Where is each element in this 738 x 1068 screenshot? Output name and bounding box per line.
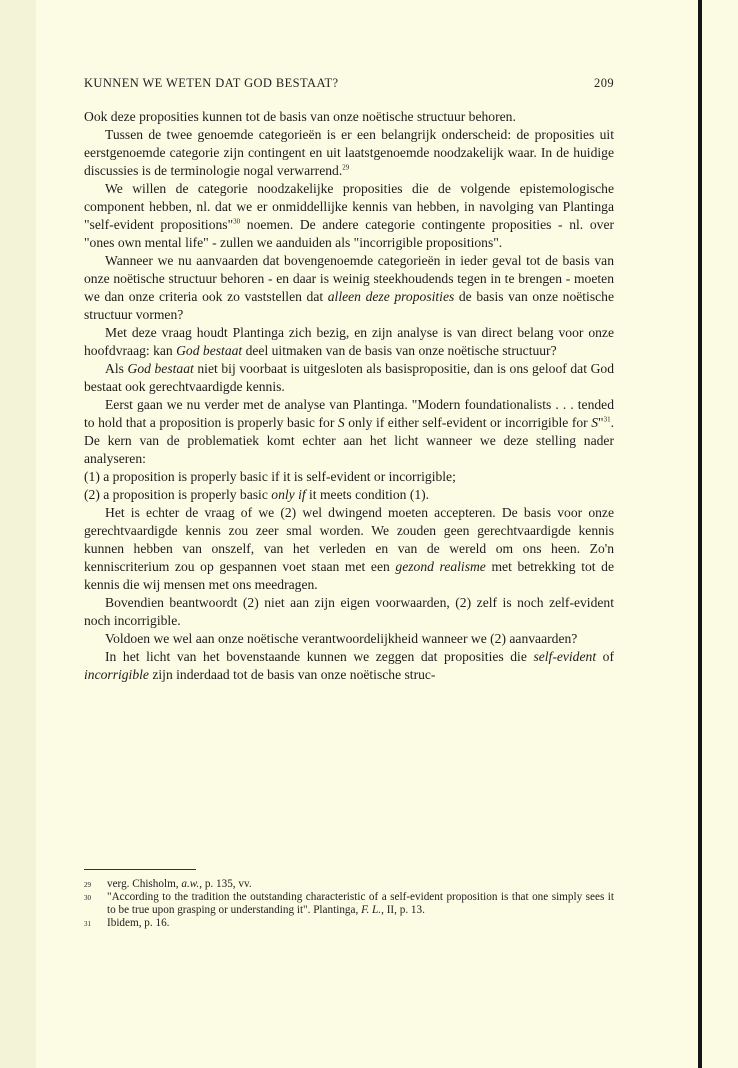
paragraph: In het licht van het bovenstaande kunnen we zeggen dat proposities die self-evident of incorrigible zijn inderdaad tot de basis van onze noëtische struc- bbox=[84, 649, 614, 682]
list-item: (1) a proposition is properly basic if it is self-evident or incorrigible; bbox=[84, 469, 456, 484]
emphasis: a.w. bbox=[181, 878, 200, 890]
paragraph: Ook deze proposities kunnen tot de basis van onze noëtische structuur behoren. bbox=[84, 109, 516, 124]
footnote-31: 31 Ibidem, p. 16. bbox=[84, 917, 170, 929]
emphasis: only if bbox=[271, 487, 306, 502]
footnote-ref: 31 bbox=[603, 415, 611, 424]
paragraph: We willen de categorie noodzakelijke proposities die de volgende epistemologische component hebben, nl. dat we er onmiddellijke kennis van hebben, in navolging van Plantinga "self-evident propositions"$^{30}$ noemen. De andere categorie contingente proposities - nl. over "ones own mental life" - zullen we aanduiden als "incorrigible propositions". bbox=[84, 181, 614, 250]
paragraph: Voldoen we wel aan onze noëtische verantwoordelijkheid wanneer we (2) aanvaarden? bbox=[105, 631, 578, 646]
page-binding-edge bbox=[698, 0, 702, 1068]
footnote-ref: 29 bbox=[342, 163, 350, 172]
emphasis: self-evident bbox=[533, 649, 597, 664]
body-text bbox=[84, 108, 614, 684]
running-title: KUNNEN WE WETEN DAT GOD BESTAAT? bbox=[84, 76, 339, 90]
paragraph: Met deze vraag houdt Plantinga zich bezig, en zijn analyse is van direct belang voor onze hoofdvraag: kan God bestaat deel uitmaken van de basis van onze noëtische structuur? bbox=[84, 325, 614, 358]
paragraph: Het is echter de vraag of we (2) wel dwingend moeten accepteren. De basis voor onze gerechtvaardigde kennis zou zeer smal worden. We zouden geen gerechtvaardigde kennis kunnen hebben van onszelf, van het verleden en van de wereld om ons heen. Zo'n kenniscriterium zou op gespannen voet staan met een gezond realisme met betrekking tot de kennis die wij mensen met ons meedragen. bbox=[84, 505, 614, 592]
running-header bbox=[84, 76, 614, 91]
emphasis: F. L. bbox=[361, 904, 382, 916]
emphasis: S bbox=[591, 415, 599, 430]
emphasis: incorrigible bbox=[84, 667, 149, 682]
paragraph: Tussen de twee genoemde categorieën is er een belangrijk onderscheid: de proposities uit eerstgenoemde categorie zijn contingent en uit laatstgenoemde noodzakelijk waar. In de huidige discussies is de terminologie nogal verwarrend.$^{29}$ bbox=[84, 127, 614, 178]
footnote-30: 30 "According to the tradition the outstanding characteristic of a self-evident proposition is that one simply sees it to be true upon grasping or understanding it". Plantinga, F. L., II, p. 13. bbox=[84, 891, 614, 916]
footnotes bbox=[84, 878, 614, 930]
footnote-29: 29 verg. Chisholm, a.w., p. 135, vv. bbox=[84, 878, 252, 890]
footnote-ref: 30 bbox=[233, 217, 241, 226]
emphasis: gezond realisme bbox=[395, 559, 486, 574]
footnote-rule bbox=[84, 869, 196, 870]
emphasis: S bbox=[337, 415, 345, 430]
paragraph: Bovendien beantwoordt (2) niet aan zijn eigen voorwaarden, (2) zelf is noch zelf-evident noch incorrigible. bbox=[84, 595, 614, 628]
paragraph: Wanneer we nu aanvaarden dat bovengenoemde categorieën in ieder geval tot de basis van onze noëtische structuur behoren - en daar is weinig steekhoudends tegen in te brengen - moeten we dan onze criteria ook zo vaststellen dat alleen deze proposities de basis van onze noëtische structuur vormen? bbox=[84, 253, 614, 322]
emphasis: God bestaat bbox=[127, 361, 194, 376]
footnote-number: 29 bbox=[84, 881, 91, 889]
paragraph: Als God bestaat niet bij voorbaat is uitgesloten als basispropositie, dan is ons geloof dat God bestaat ook gerechtvaardigde kennis. bbox=[84, 361, 614, 394]
page-number: 209 bbox=[594, 76, 614, 90]
list-item: (2) a proposition is properly basic only if it meets condition (1). bbox=[84, 487, 430, 502]
emphasis: God bestaat bbox=[176, 343, 243, 358]
footnote-number: 31 bbox=[84, 920, 91, 928]
emphasis: alleen deze proposities bbox=[327, 289, 455, 304]
footnote-number: 30 bbox=[84, 894, 91, 902]
page-margin-left bbox=[0, 0, 36, 1068]
paragraph: Eerst gaan we nu verder met de analyse van Plantinga. "Modern foundationalists . . . tended to hold that a proposition is properly basic for S only if either self-evident or incorrigible for S"$^{31}$. De kern van de problematiek komt echter aan het licht wanneer we deze stelling nader analyseren: bbox=[84, 397, 615, 466]
